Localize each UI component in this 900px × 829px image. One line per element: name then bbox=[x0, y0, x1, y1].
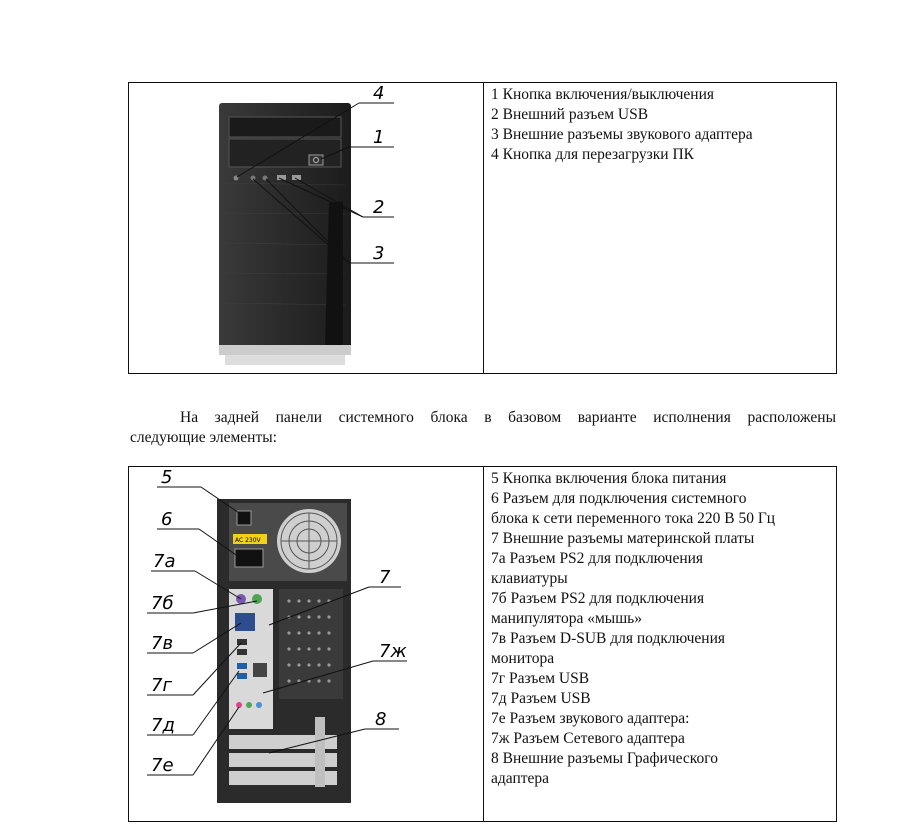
legend-line: клавиатуры bbox=[491, 570, 568, 587]
legend-line: 7г Разъем USB bbox=[491, 670, 590, 687]
back-panel-legend bbox=[485, 467, 836, 821]
callout-7zh: 7ж bbox=[379, 641, 407, 662]
callout-7a: 7а bbox=[153, 551, 176, 572]
legend-line: 1 Кнопка включения/выключения bbox=[491, 86, 715, 103]
legend-line: 7д Разъем USB bbox=[491, 690, 591, 707]
legend-line: 8 Внешние разъемы Графического bbox=[491, 750, 719, 767]
legend-line: 2 Внешний разъем USB bbox=[491, 106, 649, 123]
legend-line: 7ж Разъем Сетевого адаптера bbox=[491, 730, 685, 747]
legend-line: адаптера bbox=[491, 770, 550, 787]
callout-7e: 7е bbox=[151, 755, 174, 776]
legend-line: блока к сети переменного тока 220 В 50 Гц bbox=[491, 510, 776, 527]
legend-line: 7б Разъем PS2 для подключения bbox=[491, 590, 705, 607]
callout-1: 1 bbox=[373, 127, 385, 148]
legend-line: 3 Внешние разъемы звукового адаптера bbox=[491, 126, 753, 143]
callout-4: 4 bbox=[373, 83, 385, 104]
legend-line: 7 Внешние разъемы материнской платы bbox=[491, 530, 755, 547]
intro-paragraph bbox=[130, 408, 836, 448]
legend-line: 7а Разъем PS2 для подключения bbox=[491, 550, 704, 567]
callout-7b: 7б bbox=[151, 593, 174, 614]
drive-bay-top bbox=[229, 117, 341, 137]
callout-2: 2 bbox=[373, 197, 385, 218]
legend-line: 6 Разъем для подключения системного bbox=[491, 490, 747, 507]
callout-6: 6 bbox=[161, 509, 173, 530]
callout-7d: 7д bbox=[151, 715, 175, 736]
drive-bay-bottom bbox=[229, 139, 341, 167]
callout-7v: 7в bbox=[151, 633, 174, 654]
front-panel-legend bbox=[485, 83, 836, 373]
back-panel-table bbox=[128, 466, 837, 822]
callout-7: 7 bbox=[379, 567, 391, 588]
power-button bbox=[309, 155, 323, 165]
back-panel-image-cell bbox=[129, 467, 483, 821]
callout-8: 8 bbox=[375, 709, 387, 730]
intro-line-1: На задней панели системного блока в базовом варианте исполнения расположены bbox=[180, 409, 836, 426]
back-case-illustration bbox=[129, 467, 483, 821]
legend-line: 4 Кнопка для перезагрузки ПК bbox=[491, 146, 694, 163]
legend-line: 7е Разъем звукового адаптера: bbox=[491, 710, 690, 727]
voltage-label-text: AC 230V bbox=[235, 537, 261, 544]
callout-7g: 7г bbox=[151, 675, 172, 696]
ac-socket bbox=[235, 549, 263, 567]
io-shield bbox=[229, 589, 273, 729]
front-case-illustration bbox=[129, 83, 483, 373]
legend-line: манипулятора «мышь» bbox=[491, 610, 642, 627]
intro-line-2: следующие элементы: bbox=[130, 429, 277, 446]
front-panel-image-cell bbox=[129, 83, 483, 373]
legend-line: 7в Разъем D-SUB для подключения bbox=[491, 630, 726, 647]
legend-line: монитора bbox=[491, 650, 555, 667]
legend-line: 5 Кнопка включения блока питания bbox=[491, 470, 727, 487]
callout-3: 3 bbox=[373, 243, 385, 264]
front-panel-table bbox=[128, 82, 837, 374]
callout-5: 5 bbox=[161, 467, 173, 488]
